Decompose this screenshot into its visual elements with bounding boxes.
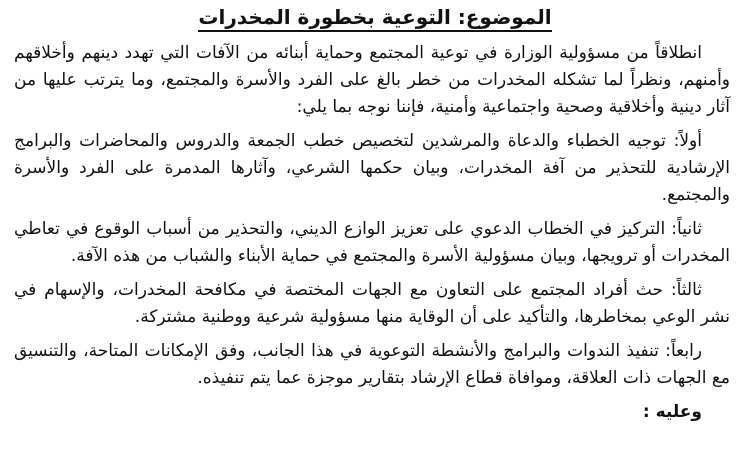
directive-first: أولاً: توجيه الخطباء والدعاة والمرشدين لتخصيص خطب الجمعة والدروس والمحاضرات والبرامج الإرشادية للتحذير من آفة المخدرات، وبيان حكمها الشرعي، وآثارها المدمرة على الفرد والأسرة والمجتمع. [14,131,730,205]
closing-phrase: وعليه : [642,402,702,422]
directive-fourth: رابعاً: تنفيذ الندوات والبرامج والأنشطة التوعوية في هذا الجانب، وفق الإمكانات المتاحة، والتنسيق مع الجهات ذات العلاقة، وموافاة قطاع الإرشاد بتقارير موجزة عما يتم تنفيذه. [14,341,730,388]
document-body [14,40,730,433]
subject-text: الموضوع: التوعية بخطورة المخدرات [198,5,551,32]
document-subject [0,2,750,32]
intro-paragraph: انطلاقاً من مسؤولية الوزارة في توعية المجتمع وحماية أبنائه من الآفات التي تهدد دينهم وأخلاقهم وأمنهم، ونظراً لما تشكله المخدرات من خطر بالغ على الفرد والأسرة والمجتمع، وما يترتب عليها من آثار دينية وأخلاقية وصحية واجتماعية وأمنية، فإننا نوجه بما يلي: [14,43,730,117]
directive-third: ثالثاً: حث أفراد المجتمع على التعاون مع الجهات المختصة في مكافحة المخدرات، والإسهام في نشر الوعي بمخاطرها، والتأكيد على أن الوقاية منها مسؤولية شرعية ووطنية مشتركة. [14,280,730,327]
directive-second: ثانياً: التركيز في الخطاب الدعوي على تعزيز الوازع الديني، والتحذير من أسباب الوقوع في تعاطي المخدرات أو ترويجها، وبيان مسؤولية الأسرة والمجتمع في حماية الأبناء والشباب من هذه الآفة. [14,219,730,266]
